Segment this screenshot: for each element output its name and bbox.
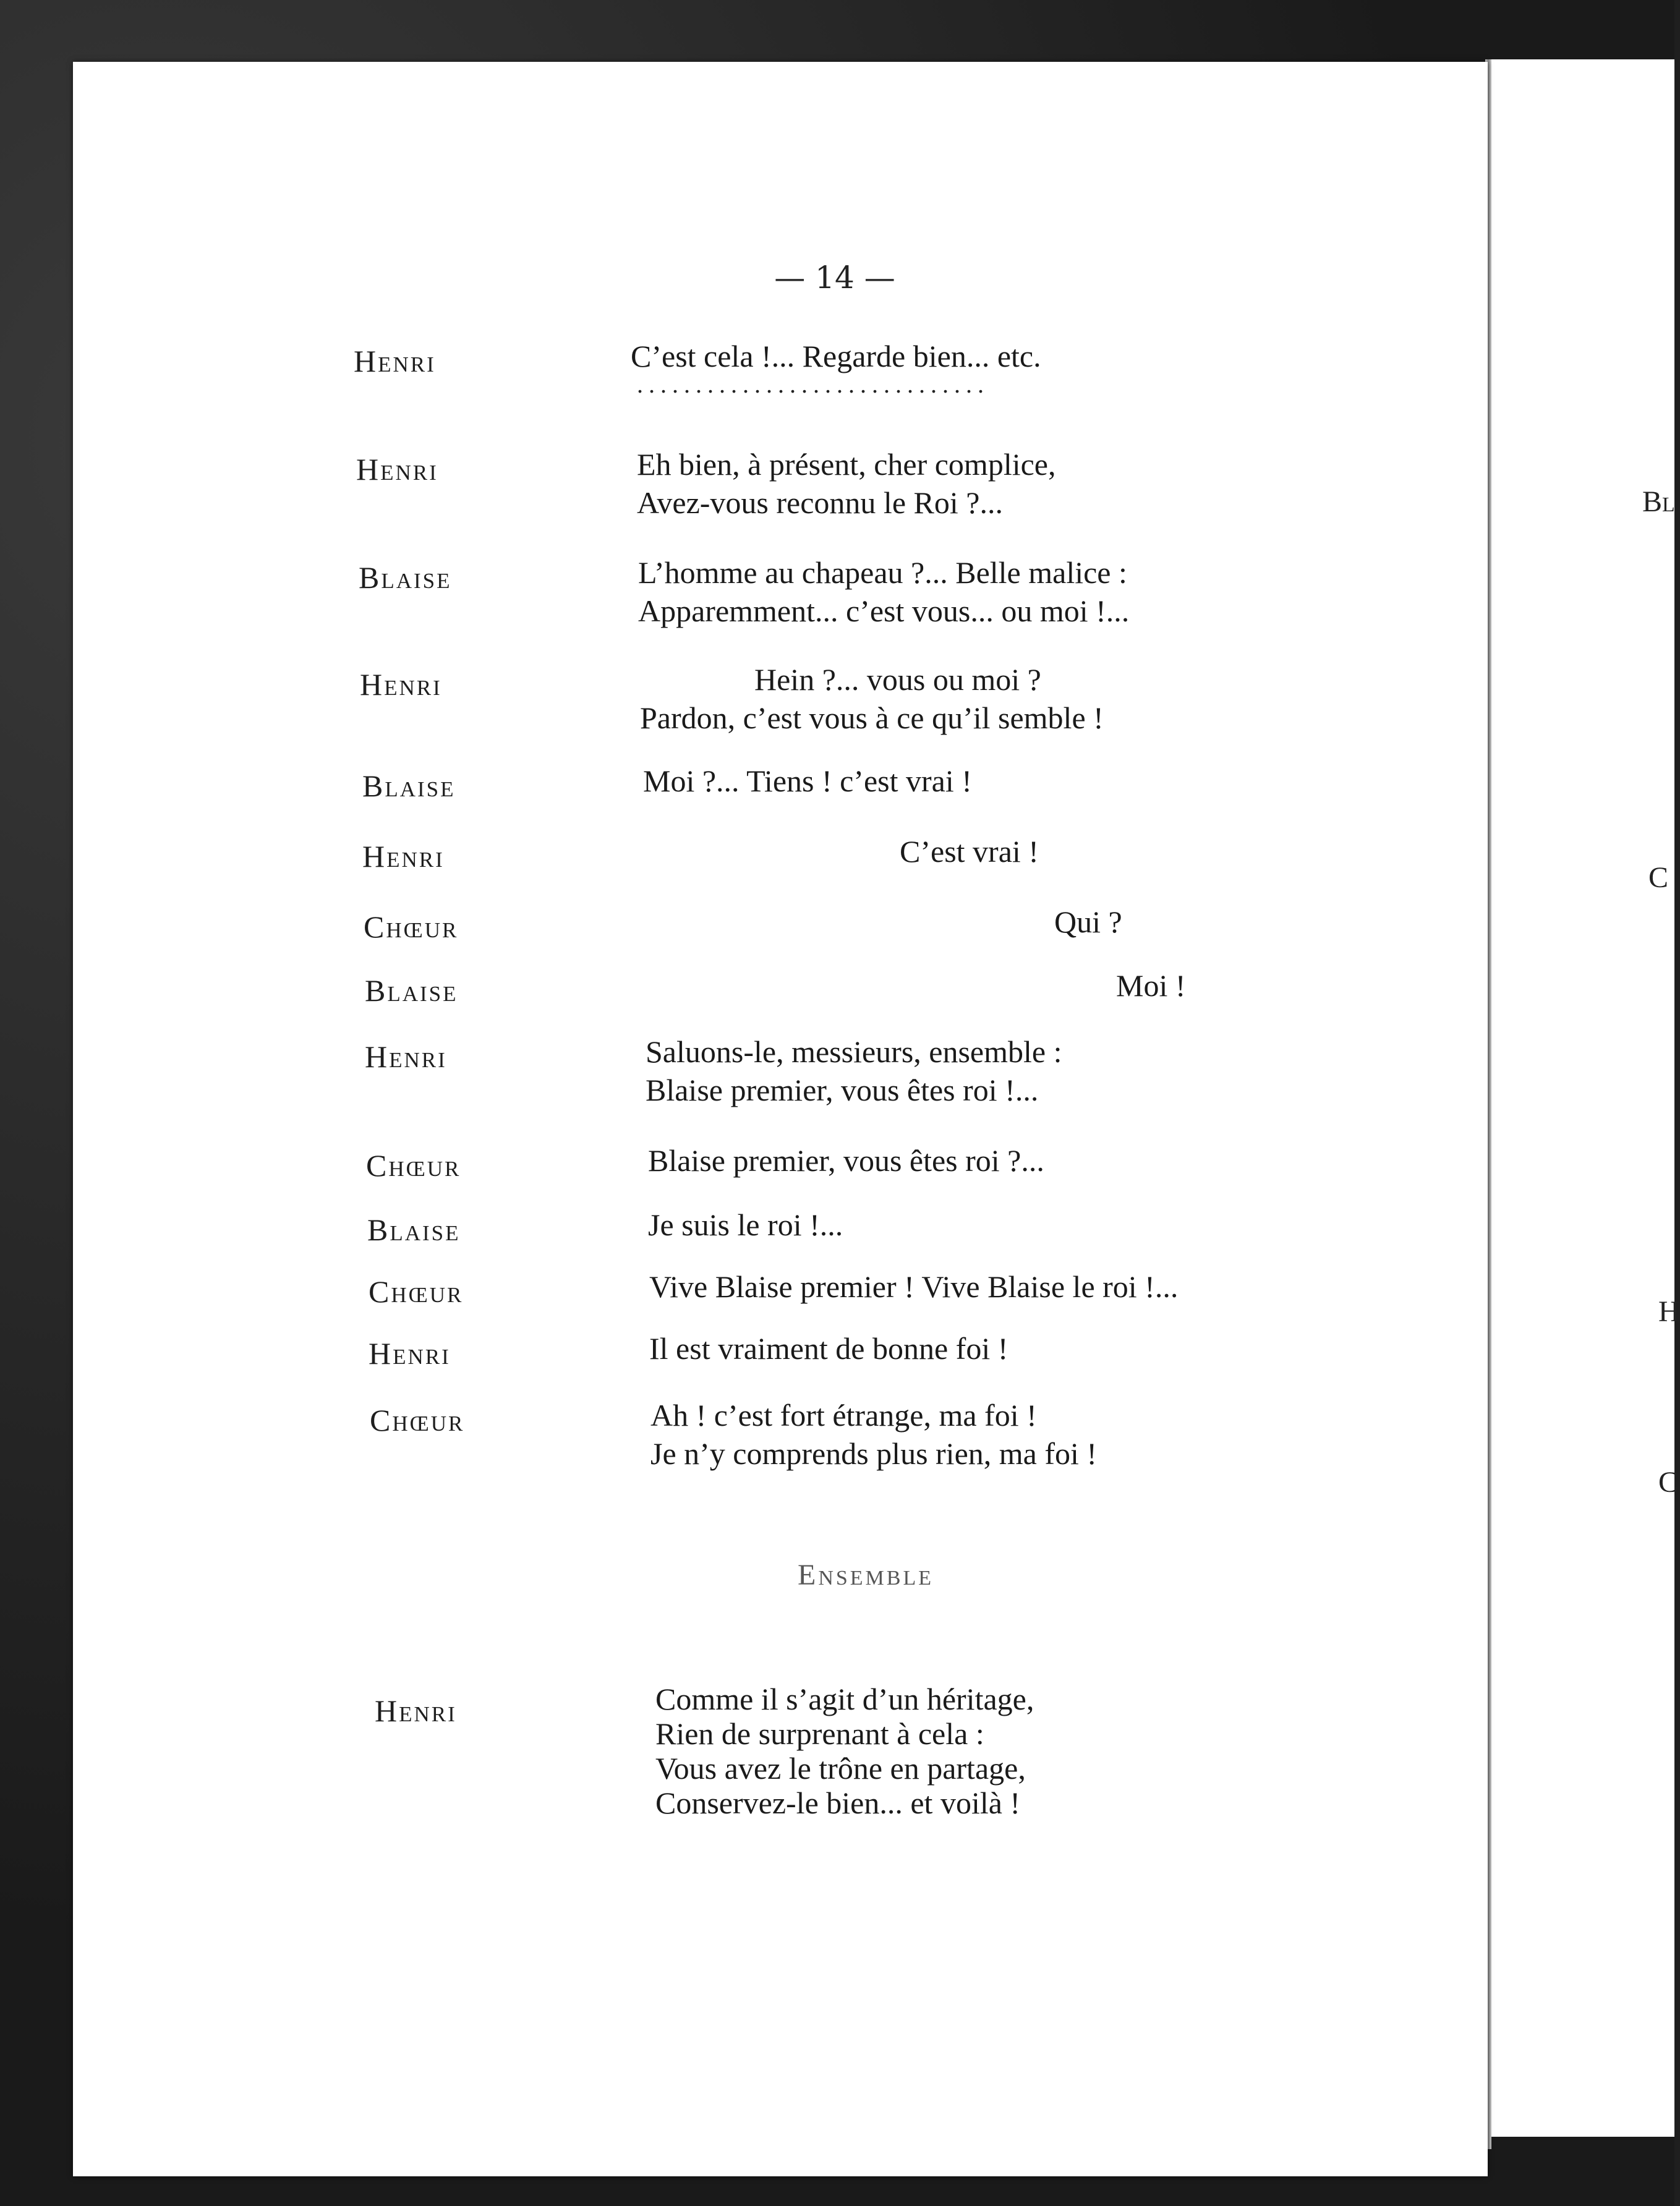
dialogue-line: Qui ? [1054,905,1122,939]
dialogue-line: Eh bien, à présent, cher complice, [637,447,1056,482]
dialogue-line: Pardon, c’est vous à ce qu’il semble ! [640,701,1104,735]
ellipsis-dots: .............................. [637,370,989,398]
dialogue-line: Saluons-le, messieurs, ensemble : [646,1034,1062,1069]
speaker-name: Henri [360,667,442,702]
speaker-name: Chœur [364,909,459,944]
speaker-name: Henri [369,1336,451,1371]
dialogue-line: Hein ?... vous ou moi ? [754,662,1041,697]
speaker-name: Henri [375,1693,457,1728]
speaker-name: Blaise [367,1212,461,1247]
speaker-name: Blaise [365,973,458,1008]
dialogue-line: Blaise premier, vous êtes roi ?... [648,1143,1044,1178]
speaker-name: Blaise [359,560,452,595]
speaker-name: Blaise [362,769,456,803]
speaker-name: Henri [356,452,438,487]
verse-line: Vous avez le trône en partage, [655,1751,1026,1786]
verse-line: Comme il s’agit d’un héritage, [655,1682,1034,1716]
speaker-name: Chœur [370,1403,465,1437]
speaker-name: Henri [354,344,436,378]
peek-text: Bl [1642,485,1675,518]
speaker-name: Chœur [366,1148,461,1183]
dialogue-line: Apparemment... c’est vous... ou moi !... [638,594,1130,628]
section-heading: Ensemble [798,1559,934,1591]
page-number: — 14 — [774,260,895,296]
dialogue-line: C’est vrai ! [900,834,1039,869]
dialogue-line: Avez-vous reconnu le Roi ?... [637,485,1003,520]
dialogue-line: C’est cela !... Regarde bien... etc. [631,339,1041,373]
dialogue-line: Il est vraiment de bonne foi ! [649,1331,1008,1366]
dialogue-line: L’homme au chapeau ?... Belle malice : [638,555,1127,590]
speaker-name: Chœur [369,1274,464,1309]
dialogue-line: Moi ! [1116,968,1186,1003]
speaker-name: Henri [362,839,445,874]
dialogue-line: Vive Blaise premier ! Vive Blaise le roi !... [649,1269,1179,1304]
peek-text: H [1658,1295,1680,1328]
dialogue-line: Ah ! c’est fort étrange, ma foi ! [650,1398,1037,1433]
next-page-edge [1491,59,1680,2137]
peek-text: C [1658,1466,1679,1499]
dialogue-line: Je suis le roi !... [648,1207,843,1242]
dialogue-line: Moi ?... Tiens ! c’est vrai ! [643,764,972,798]
verse-lines [655,1682,1034,1820]
dialogue-line: Je n’y comprends plus rien, ma foi ! [650,1436,1098,1471]
verse-line: Conservez-le bien... et voilà ! [655,1786,1021,1820]
speaker-name: Henri [365,1039,447,1074]
peek-text: C [1648,861,1669,894]
dialogue-line: Blaise premier, vous êtes roi !... [646,1073,1039,1107]
verse-line: Rien de surprenant à cela : [655,1716,984,1751]
